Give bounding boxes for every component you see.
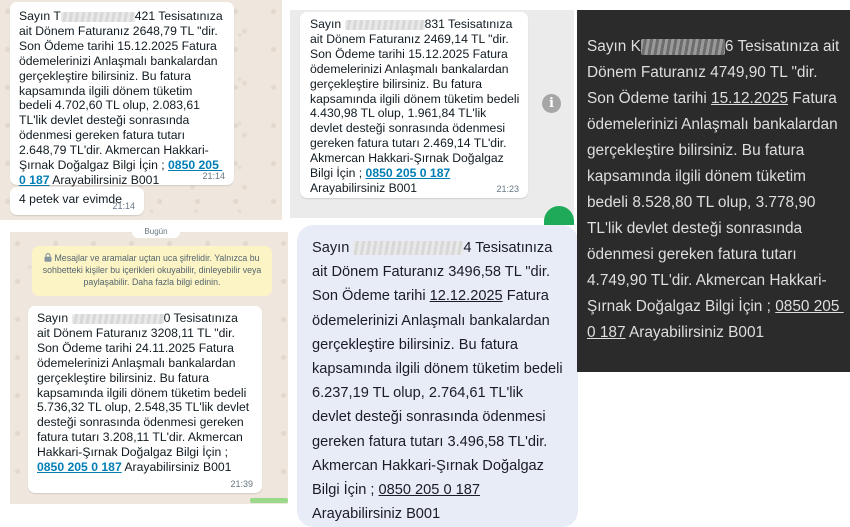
message-timestamp: 21:14 bbox=[202, 171, 225, 181]
message-timestamp: 21:39 bbox=[230, 479, 253, 489]
message-text-end: Arayabilirsiniz B001 bbox=[625, 324, 765, 341]
bill-message-text bbox=[37, 311, 254, 475]
redacted-name bbox=[72, 314, 164, 324]
green-action-button[interactable] bbox=[544, 206, 574, 226]
phone-link[interactable]: 0850 205 0 187 bbox=[37, 460, 122, 475]
message-text-body: 421 Tesisatınıza ait Dönem Faturanız 2648,79 TL "dir. Son Ödeme tarihi 15.12.2025 Fatura ödemelerinizi Anlaşmalı bankalardan gerçekleştire bilirsiniz. Bu fatura kapsamında ilgili dönem tüketim bedeli 4.702,60 TL olup, 2.083,61 TL'lik devlet desteği sonrasında ödenmesi gereken fatura tutarı 2.648,79 TL'dir. Akmercan Hakkari-Şırnak Doğalgaz Bilgi İçin ; bbox=[19, 9, 227, 173]
message-text-body: 6 Tesisatınıza ait Dönem Faturanız 4749,90 TL "dir. Son Ödeme tarihi bbox=[587, 38, 844, 107]
date-link[interactable]: 12.12.2025 bbox=[429, 288, 503, 305]
date-chip: Bugün bbox=[132, 226, 180, 238]
reply-message-text: 4 petek var evimde bbox=[19, 192, 122, 206]
bill-message-bubble[interactable] bbox=[10, 2, 234, 185]
bill-message-text bbox=[312, 236, 567, 526]
reply-message-bubble[interactable] bbox=[10, 187, 144, 215]
bill-message-bubble[interactable] bbox=[584, 26, 846, 362]
bill-message-bubble[interactable] bbox=[28, 306, 262, 493]
phone-link[interactable]: 0850 205 0 187 bbox=[365, 166, 451, 181]
date-link[interactable]: 15.12.2025 bbox=[711, 90, 789, 107]
reply-timestamp: 21:14 bbox=[112, 201, 135, 211]
redacted-name bbox=[353, 241, 463, 255]
message-text-end: Arayabilirsiniz B001 bbox=[312, 482, 484, 523]
message-text-middle: Fatura ödemelerinizi Anlaşmalı bankalardan gerçekleştire bilirsiniz. Bu fatura kapsamında ilgili dönem tüketim bedeli 8.528,80 TL olup, 3.778,90 TL'lik devlet desteği sonrasında ödenmesi gereken fatura tutarı 4.749,90 TL'dir. Akmercan Hakkari-Şırnak Doğalgaz Bilgi İçin ; bbox=[587, 90, 842, 315]
message-text-start: Sayın T bbox=[19, 9, 61, 23]
lock-icon bbox=[44, 253, 52, 262]
info-icon[interactable]: i bbox=[542, 94, 561, 113]
bill-message-text bbox=[310, 17, 523, 196]
message-text-body: 0 Tesisatınıza ait Dönem Faturanız 3208,11 TL "dir. Son Ödeme tarihi 24.11.2025 Fatura ödemelerinizi Anlaşmalı bankalardan gerçekleştire bilirsiniz. Bu fatura kapsamında ilgili dönem tüketim bedeli 5.736,32 TL olup, 2.548,35 TL'lik devlet desteği sonrasında ödenmesi gereken fatura tutarı 3.208,11 TL'dir. Akmercan Hakkari-Şırnak Doğalgaz Bilgi İçin ; bbox=[37, 311, 253, 460]
redacted-name bbox=[641, 39, 725, 55]
bill-message-bubble[interactable] bbox=[297, 225, 578, 527]
encryption-notice-text: Mesajlar ve aramalar uçtan uca şifrelidir. Yalnızca bu sohbetteki kişiler bu içerikleri okuyabilir, dinleyebilir veya paylaşabilir. Daha fazla bilgi edinin. bbox=[42, 253, 262, 287]
message-text-end: Arayabilirsiniz B001 bbox=[49, 172, 160, 187]
message-text-start: Sayın K bbox=[587, 38, 641, 55]
message-text-end: Arayabilirsiniz B001 bbox=[121, 460, 232, 475]
message-timestamp: 21:23 bbox=[496, 184, 519, 194]
message-text-body: 4 Tesisatınıza ait Dönem Faturanız 3496,58 TL "dir. Son Ödeme tarihi bbox=[312, 240, 557, 305]
bill-message-text bbox=[587, 34, 844, 346]
redacted-name bbox=[61, 12, 135, 22]
message-text-start: Sayın bbox=[312, 240, 354, 256]
bill-message-text bbox=[19, 9, 226, 188]
phone-link[interactable]: 0850 205 0 187 bbox=[19, 158, 223, 187]
sms-panel-bottom-middle bbox=[297, 225, 578, 527]
chat-panel-top-middle bbox=[290, 10, 574, 218]
green-indicator bbox=[250, 498, 288, 503]
chat-panel-bottom-left bbox=[10, 227, 288, 504]
message-text-body: 831 Tesisatınıza ait Dönem Faturanız 2469,14 TL "dir. Son Ödeme tarihi 15.12.2025 Fatura ödemelerinizi Anlaşmalı bankalardan gerçekleştire bilirsiniz. Bu fatura kapsamında ilgili dönem tüketim bedeli 4.430,98 TL olup, 1.961,84 TL'lik devlet desteği sonrasında ödenmesi gereken fatura tutarı 2.469,14 TL'dir. Akmercan Hakkari-Şırnak Doğalgaz Bilgi İçin ; bbox=[310, 17, 523, 181]
message-text-start: Sayın bbox=[37, 311, 72, 325]
sms-panel-right-dark bbox=[577, 10, 850, 372]
phone-link[interactable]: 0850 205 0 187 bbox=[378, 482, 480, 499]
redacted-name bbox=[345, 20, 425, 30]
chat-panel-top-left bbox=[0, 0, 282, 220]
bill-message-bubble[interactable] bbox=[300, 12, 528, 198]
message-text-middle: Fatura ödemelerinizi Anlaşmalı bankalardan gerçekleştire bilirsiniz. Bu fatura kapsamında ilgili dönem tüketim bedeli 6.237,19 TL olup, 2.764,61 TL'lik devlet desteği sonrasında ödenmesi gereken fatura tutarı 3.496,58 TL'dir. Akmercan Hakkari-Şırnak Doğalgaz Bilgi İçin ; bbox=[312, 288, 567, 499]
message-text-start: Sayın bbox=[310, 17, 345, 31]
message-text-end: Arayabilirsiniz B001 bbox=[310, 166, 453, 195]
phone-link[interactable]: 0850 205 0 187 bbox=[587, 298, 844, 341]
encryption-notice[interactable] bbox=[32, 246, 272, 296]
